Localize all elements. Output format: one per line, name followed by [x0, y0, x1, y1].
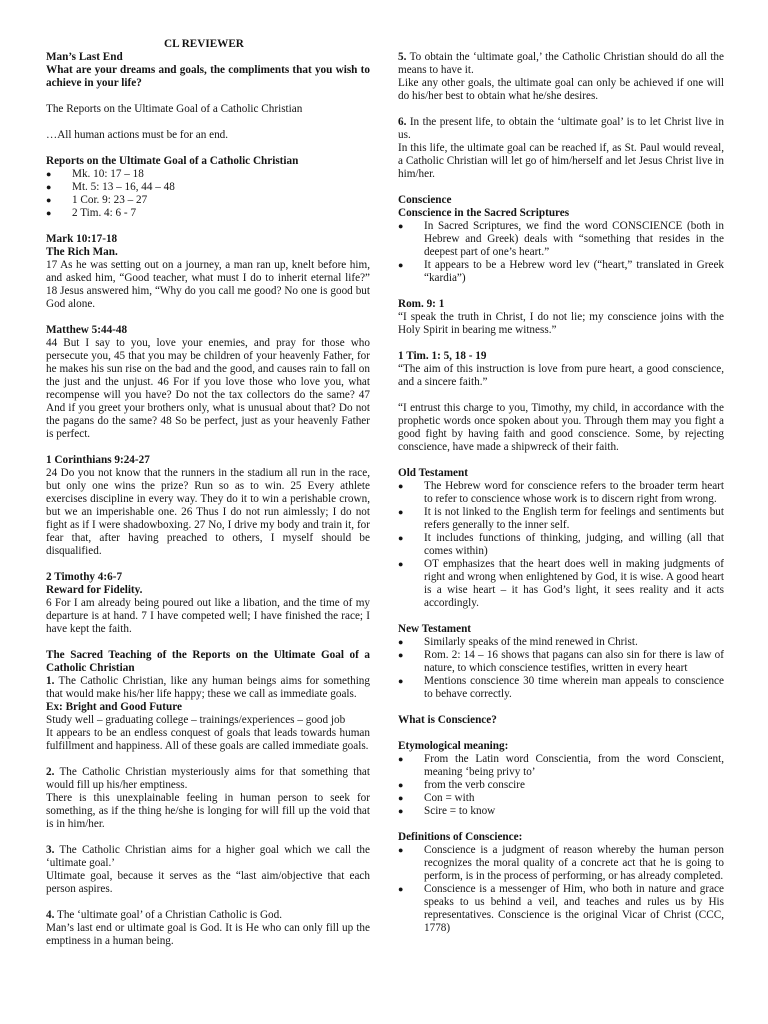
heading-conscience: Conscience: [398, 194, 452, 206]
1-timothy-text-2: “I entrust this charge to you, Timothy, my child, in accordance with the prophetic words once spoken about you. Through them may you fight a good fight by having faith and good conscience. Some, by rejecting conscience, have made a shipwreck of their faith.: [398, 402, 724, 453]
scripture-list: [398, 220, 724, 285]
question-dreams-goals: What are your dreams and goals, the compliments that you wish to achieve in your life?: [46, 64, 370, 89]
heading-1-timothy: 1 Tim. 1: 5, 18 - 19: [398, 350, 487, 362]
point-3: [46, 844, 370, 870]
matthew-text: 44 But I say to you, love your enemies, and pray for those who persecute you, 45 that you may be children of your heavenly Father, for he makes his sun rise on the bad and the good, and causes rain to fall on the just and the unjust. 46 For if you love those who love you, what recompense will you have? Do not the tax collectors do the same? 47 And if you greet your brothers only, what is unusual about that? Do not the pagans do the same? 48 So be perfect, just as your heavenly Father is perfect.: [46, 337, 370, 440]
right-column: [398, 38, 724, 935]
list-item: ● OT emphasizes that the heart does well in making judgments of right and wrong when enlightened by God, it is wise. A good heart is a wise heart – it has God’s light, it sees reality and it acts accordingly.: [398, 558, 724, 610]
point-5-text-2: Like any other goals, the ultimate goal can only be achieved if one will do his/her best to obtain what he/she desires.: [398, 77, 724, 102]
heading-mans-last-end: Man’s Last End: [46, 51, 123, 63]
point-1: [46, 675, 370, 701]
heading-new-testament: New Testament: [398, 623, 472, 635]
definitions-list: [398, 844, 724, 935]
heading-old-testament: Old Testament: [398, 467, 468, 479]
point-text: To obtain the ‘ultimate goal,’ the Catholic Christian should do all the means to have it.: [398, 51, 724, 76]
point-number: 5.: [398, 51, 407, 63]
subheading-rich-man: The Rich Man.: [46, 246, 118, 258]
paragraph-human-actions: …All human actions must be for an end.: [46, 129, 229, 141]
paragraph-reports: The Reports on the Ultimate Goal of a Catholic Christian: [46, 103, 303, 115]
heading-conscience-scriptures: Conscience in the Sacred Scriptures: [398, 207, 570, 219]
list-item: ● Conscience is a judgment of reason whereby the human person recognizes the moral quality of a concrete act that he is going to perform, is in the process of performing, or has already completed.: [398, 844, 724, 883]
heading-reports: Reports on the Ultimate Goal of a Catholic Christian: [46, 155, 299, 167]
list-item: ● 1 Cor. 9: 23 – 27: [46, 194, 370, 207]
corinthians-text: 24 Do you not know that the runners in the stadium all run in the race, but only one wins the prize? Run so as to win. 25 Every athlete exercises discipline in every way. They do it to win a perishable crown, but we an imperishable one. 26 Thus I do not run aimlessly; I do not fight as if I were shadowboxing. 27 No, I drive my body and train it, for fear that, after having preached to others, I myself should be disqualified.: [46, 467, 370, 557]
document-title: CL REVIEWER: [164, 38, 244, 50]
point-text: The ‘ultimate goal’ of a Christian Catholic is God.: [54, 909, 283, 921]
list-item: ● from the verb conscire: [398, 779, 724, 792]
heading-matthew: Matthew 5:44-48: [46, 324, 128, 336]
list-item: ● 2 Tim. 4: 6 - 7: [46, 207, 370, 220]
heading-sacred-teaching: The Sacred Teaching of the Reports on the Ultimate Goal of a Catholic Christian: [46, 649, 370, 674]
list-item: ● Mt. 5: 13 – 16, 44 – 48: [46, 181, 370, 194]
list-item: ● Conscience is a messenger of Him, who both in nature and grace speaks to us behind a veil, and teaches and rules us by His representatives. Conscience is the original Vicar of Christ (CCC, 1778): [398, 883, 724, 935]
list-item: ● The Hebrew word for conscience refers to the broader term heart to refer to conscience whose work is to discern right from wrong.: [398, 480, 724, 506]
list-item: ● Scire = to know: [398, 805, 724, 818]
point-6-text-2: In this life, the ultimate goal can be reached if, as St. Paul would reveal, a Catholic Christian will let go of him/herself and let Jesus Christ live in him/her.: [398, 142, 724, 180]
point-4-text-2: Man’s last end or ultimate goal is God. It is He who can only fill up the emptiness in a human being.: [46, 922, 370, 947]
point-4: [46, 909, 370, 922]
point-3-text-2: Ultimate goal, because it serves as the “last aim/objective that each person aspires.: [46, 870, 370, 895]
subheading-fidelity: Reward for Fidelity.: [46, 584, 143, 596]
list-item: ● In Sacred Scriptures, we find the word CONSCIENCE (both in Hebrew and Greek) deals with “something that resides in the deepest part of one’s heart.”: [398, 220, 724, 259]
point-number: 6.: [398, 116, 407, 128]
heading-what-is-conscience: What is Conscience?: [398, 714, 497, 726]
heading-mark: Mark 10:17-18: [46, 233, 118, 245]
left-column: [46, 38, 370, 948]
point-2: [46, 766, 370, 792]
mark-text: 17 As he was setting out on a journey, a man ran up, knelt before him, and asked him, “Good teacher, what must I do to inherit eternal life?” 18 Jesus answered him, “Why do you call me good? No one is good but God alone.: [46, 259, 370, 310]
point-text: The Catholic Christian, like any human beings aims for something that would make his/her life happy; these we call as immediate goals.: [46, 675, 370, 700]
point-1-text-2: Study well – graduating college – trainings/experiences – good job: [46, 714, 346, 726]
list-item: ● Mk. 10: 17 – 18: [46, 168, 370, 181]
point-1-text-3: It appears to be an endless conquest of goals that leads towards human fulfillment and happiness. All of these goals are called immediate goals.: [46, 727, 370, 752]
1-timothy-text: “The aim of this instruction is love from pure heart, a good conscience, and a sincere faith.”: [398, 363, 724, 388]
heading-definitions: Definitions of Conscience:: [398, 831, 523, 843]
point-5: [398, 51, 724, 77]
timothy-text: 6 For I am already being poured out like a libation, and the time of my departure is at hand. 7 I have competed well; I have finished the race; I have kept the faith.: [46, 597, 370, 635]
heading-etymological: Etymological meaning:: [398, 740, 509, 752]
heading-romans: Rom. 9: 1: [398, 298, 445, 310]
heading-timothy: 2 Timothy 4:6-7: [46, 571, 123, 583]
list-item: ● Rom. 2: 14 – 16 shows that pagans can also sin for there is law of nature, to which conscience testifies, written in every heart: [398, 649, 724, 675]
list-item: ● Similarly speaks of the mind renewed in Christ.: [398, 636, 724, 649]
romans-text: “I speak the truth in Christ, I do not lie; my conscience joins with the Holy Spirit in bearing me witness.”: [398, 311, 724, 336]
list-item: ● Con = with: [398, 792, 724, 805]
point-text: The Catholic Christian aims for a higher goal which we call the ‘ultimate goal.’: [46, 844, 370, 869]
point-text: In the present life, to obtain the ‘ultimate goal’ is to let Christ live in us.: [398, 116, 724, 141]
list-item: ● It includes functions of thinking, judging, and willing (all that comes within): [398, 532, 724, 558]
list-item: ● It appears to be a Hebrew word lev (“heart,” translated in Greek “kardia”): [398, 259, 724, 285]
point-number: 4.: [46, 909, 55, 921]
point-6: [398, 116, 724, 142]
point-number: 2.: [46, 766, 55, 778]
reports-list: [46, 168, 370, 220]
old-testament-list: [398, 480, 724, 610]
etymology-list: [398, 753, 724, 818]
heading-corinthians: 1 Corinthians 9:24-27: [46, 454, 150, 466]
example-heading: Ex: Bright and Good Future: [46, 701, 182, 713]
new-testament-list: [398, 636, 724, 701]
list-item: ● It is not linked to the English term for feelings and sentiments but refers generally to the inner self.: [398, 506, 724, 532]
point-2-text-2: There is this unexplainable feeling in human person to seek for something, as if the thing he/she is longing for will fill up the void that is in him/her.: [46, 792, 370, 830]
point-number: 3.: [46, 844, 55, 856]
point-number: 1.: [46, 675, 55, 687]
list-item: ● From the Latin word Conscientia, from the word Conscient, meaning ‘being privy to’: [398, 753, 724, 779]
list-item: ● Mentions conscience 30 time wherein man appeals to conscience to behave correctly.: [398, 675, 724, 701]
point-text: The Catholic Christian mysteriously aims for that something that would fill up his/her emptiness.: [46, 766, 370, 791]
